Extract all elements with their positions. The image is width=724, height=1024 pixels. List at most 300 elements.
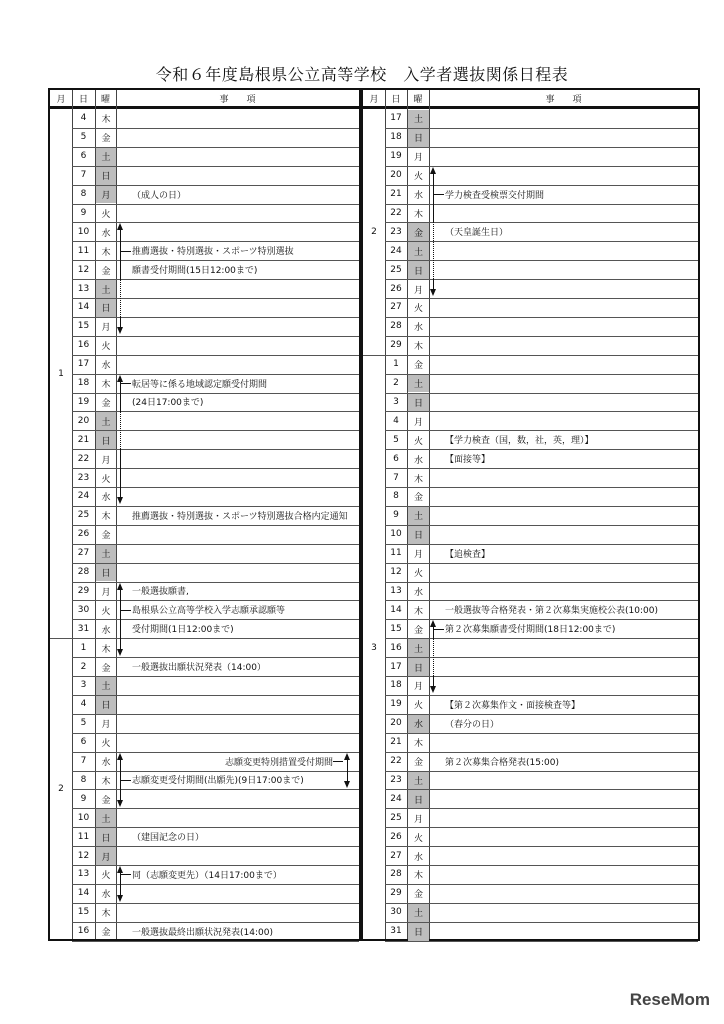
- day-cell: 23: [390, 774, 402, 785]
- weekday-cell: 日: [408, 129, 429, 147]
- weekday-cell: 木: [101, 909, 111, 920]
- weekday-cell: 火: [101, 474, 111, 485]
- table-row: [363, 468, 698, 487]
- table-row: [50, 619, 359, 638]
- event-text: （春分の日）: [445, 719, 500, 730]
- event-text-right: 志願変更特別措置受付期間: [224, 757, 333, 768]
- weekday-cell: 土: [408, 242, 429, 260]
- event-text: （成人の日）: [132, 190, 187, 201]
- table-row: [363, 487, 698, 506]
- weekday-cell: 土: [96, 677, 116, 695]
- table-row: [363, 279, 698, 298]
- weekday-cell: 土: [408, 639, 429, 657]
- weekday-cell: 木: [101, 380, 111, 391]
- event-text: 第２次募集合格発表(15:00): [445, 757, 559, 768]
- month-header: 月: [56, 94, 66, 105]
- event-text: （天皇誕生日）: [445, 228, 509, 239]
- day-cell: 8: [393, 491, 399, 502]
- weekday-cell: 金: [408, 223, 429, 241]
- weekday-cell: 木: [413, 474, 423, 485]
- weekday-cell: 土: [96, 280, 116, 298]
- arrow-down-icon: [430, 686, 436, 693]
- period-arrow-dotted: [433, 638, 434, 676]
- weekday-cell: 火: [101, 209, 111, 220]
- table-row: [363, 374, 698, 393]
- table-row: [50, 771, 359, 790]
- event-text: 推薦選抜・特別選抜・スポーツ特別選抜合格内定通知: [132, 511, 348, 522]
- day-cell: 10: [77, 226, 90, 237]
- day-cell: 28: [390, 869, 402, 880]
- table-row: [363, 128, 698, 147]
- day-cell: 9: [80, 793, 87, 804]
- table-row: [50, 789, 359, 808]
- table-header: [50, 90, 359, 109]
- table-row: [50, 506, 359, 525]
- connector-line: [121, 780, 131, 781]
- weekday-cell: 水: [413, 323, 423, 334]
- event-text: 第２次募集願書受付期間(18日12:00まで): [445, 625, 616, 636]
- day-cell: 7: [80, 756, 87, 767]
- weekday-cell: 日: [408, 658, 429, 676]
- weekday-cell: 水: [408, 715, 429, 733]
- connector-line: [121, 610, 131, 611]
- weekday-cell: 土: [96, 412, 116, 430]
- table-row: [363, 582, 698, 601]
- day-cell: 5: [80, 718, 87, 729]
- connector-line: [333, 761, 343, 762]
- weekday-cell: 火: [413, 304, 423, 315]
- event-text: 【第２次募集作文・面接検査等】: [445, 700, 581, 711]
- table-row: [50, 600, 359, 619]
- weekday-cell: 木: [413, 606, 423, 617]
- table-row: [50, 903, 359, 922]
- weekday-cell: 金: [413, 758, 423, 769]
- day-cell: 17: [390, 661, 402, 672]
- table-row: [363, 260, 698, 279]
- arrow-down-icon: [344, 781, 350, 788]
- table-row: [363, 355, 698, 374]
- day-cell: 27: [390, 302, 402, 313]
- day-cell: 7: [393, 472, 399, 483]
- weekday-cell: 金: [101, 134, 111, 145]
- connector-line: [434, 194, 444, 195]
- weekday-cell: 木: [413, 871, 423, 882]
- event-text: 一般選抜等合格発表・第２次募集実施校公表(10:00): [445, 606, 658, 617]
- day-cell: 15: [390, 623, 402, 634]
- row-divider: [385, 941, 698, 942]
- day-cell: 2: [80, 661, 87, 672]
- arrow-up-icon: [117, 223, 123, 230]
- day-cell: 17: [77, 359, 90, 370]
- day-cell: 25: [77, 510, 90, 521]
- weekday-cell: 金: [413, 361, 423, 372]
- day-cell: 8: [80, 189, 87, 200]
- table-row: [50, 827, 359, 846]
- event-text: 一般選抜最終出願状況発表(14:00): [132, 927, 273, 938]
- day-cell: 17: [390, 113, 402, 124]
- weekday-cell: 火: [413, 172, 423, 183]
- weekday-cell: 木: [101, 776, 111, 787]
- weekday-cell: 水: [413, 852, 423, 863]
- arrow-up-icon: [430, 167, 436, 174]
- arrow-down-icon: [117, 497, 123, 504]
- day-cell: 28: [390, 321, 402, 332]
- day-cell: 20: [390, 170, 402, 181]
- day-cell: 5: [80, 132, 87, 143]
- weekday-cell: 月: [413, 153, 423, 164]
- event-text: （建国記念の日）: [132, 833, 205, 844]
- table-row: [50, 714, 359, 733]
- day-cell: 24: [77, 491, 90, 502]
- table-row: [50, 430, 359, 449]
- day-cell: 22: [77, 453, 90, 464]
- day-cell: 22: [390, 756, 402, 767]
- day-cell: 12: [77, 850, 90, 861]
- table-row: [50, 166, 359, 185]
- weekday-cell: 日: [408, 923, 429, 941]
- event-header: 事 項: [545, 94, 582, 105]
- day-cell: 2: [393, 378, 399, 389]
- weekday-cell: 金: [101, 531, 111, 542]
- weekday-cell: 木: [101, 115, 111, 126]
- schedule-table-left: [48, 88, 361, 941]
- weekday-cell: 火: [101, 871, 111, 882]
- weekday-cell: 日: [408, 526, 429, 544]
- table-row: [363, 619, 698, 638]
- weekday-cell: 木: [101, 512, 111, 523]
- table-row: [363, 865, 698, 884]
- event-text: (24日17:00まで): [132, 398, 204, 409]
- day-cell: 27: [77, 548, 90, 559]
- day-cell: 31: [77, 623, 90, 634]
- table-row: [363, 185, 698, 204]
- weekday-cell: 金: [101, 398, 111, 409]
- table-row: [50, 922, 359, 941]
- table-row: [363, 789, 698, 808]
- table-row: [50, 260, 359, 279]
- weekday-cell: 木: [413, 209, 423, 220]
- table-row: [363, 222, 698, 241]
- weekday-cell: 日: [96, 828, 116, 846]
- day-cell: 14: [77, 888, 90, 899]
- connector-line: [434, 629, 444, 630]
- day-cell: 16: [390, 642, 402, 653]
- table-row: [363, 411, 698, 430]
- table-row: [363, 657, 698, 676]
- event-header: 事 項: [219, 94, 256, 105]
- day-cell: 30: [77, 604, 90, 615]
- table-row: [50, 884, 359, 903]
- weekday-cell: 金: [101, 663, 111, 674]
- table-header: [363, 90, 698, 109]
- day-cell: 1: [80, 642, 87, 653]
- weekday-cell: 金: [413, 890, 423, 901]
- weekday-cell: 日: [96, 299, 116, 317]
- weekday-cell: 火: [101, 606, 111, 617]
- table-row: [50, 582, 359, 601]
- event-text: 転居等に係る地域認定願受付期間: [132, 379, 268, 390]
- table-row: [363, 430, 698, 449]
- day-cell: 25: [390, 264, 402, 275]
- table-row: [363, 922, 698, 941]
- table-row: [363, 695, 698, 714]
- day-cell: 26: [77, 529, 90, 540]
- table-row: [50, 695, 359, 714]
- day-cell: 9: [80, 207, 87, 218]
- arrow-down-icon: [117, 649, 123, 656]
- table-row: [363, 544, 698, 563]
- weekday-cell: 金: [413, 625, 423, 636]
- day-cell: 21: [77, 434, 90, 445]
- month-cell: 2: [58, 784, 64, 795]
- weekday-cell: 月: [96, 847, 116, 865]
- day-cell: 8: [80, 774, 87, 785]
- arrow-up-icon: [344, 753, 350, 760]
- table-row: [363, 317, 698, 336]
- day-cell: 29: [390, 888, 402, 899]
- table-row: [50, 676, 359, 695]
- table-row: [363, 393, 698, 412]
- table-row: [363, 600, 698, 619]
- table-row: [50, 185, 359, 204]
- weekday-cell: 日: [408, 790, 429, 808]
- period-arrow-line: [433, 169, 434, 223]
- weekday-cell: 水: [101, 493, 111, 504]
- table-row: [50, 846, 359, 865]
- table-row: [50, 733, 359, 752]
- day-cell: 11: [390, 548, 402, 559]
- weekday-cell: 金: [101, 266, 111, 277]
- table-row: [50, 865, 359, 884]
- day-cell: 1: [393, 359, 399, 370]
- table-row: [50, 393, 359, 412]
- period-arrow-line: [120, 585, 121, 655]
- day-cell: 13: [77, 283, 90, 294]
- schedule-table-right: [361, 88, 700, 941]
- weekday-cell: 木: [413, 342, 423, 353]
- arrow-down-icon: [430, 289, 436, 296]
- period-arrow-line: [120, 225, 121, 279]
- event-text: 島根県公立高等学校入学志願承認願等: [132, 606, 286, 617]
- day-cell: 19: [390, 151, 402, 162]
- arrow-down-icon: [117, 895, 123, 902]
- weekday-cell: 金: [101, 795, 111, 806]
- day-cell: 26: [390, 283, 402, 294]
- arrow-up-icon: [117, 753, 123, 760]
- weekday-cell: 土: [96, 545, 116, 563]
- weekday-cell: 火: [413, 833, 423, 844]
- table-row: [363, 903, 698, 922]
- weekday-cell: 日: [408, 261, 429, 279]
- table-row: [363, 676, 698, 695]
- weekday-cell: 土: [408, 375, 429, 393]
- day-cell: 29: [390, 340, 402, 351]
- table-row: [50, 525, 359, 544]
- table-row: [50, 657, 359, 676]
- table-row: [50, 241, 359, 260]
- table-row: [363, 846, 698, 865]
- arrow-up-icon: [117, 866, 123, 873]
- weekday-cell: 日: [408, 394, 429, 412]
- weekday-cell: 金: [413, 493, 423, 504]
- table-row: [50, 638, 359, 657]
- day-cell: 9: [393, 510, 399, 521]
- table-row: [363, 336, 698, 355]
- table-row: [50, 544, 359, 563]
- weekday-cell: 火: [413, 569, 423, 580]
- day-cell: 10: [77, 812, 90, 823]
- day-cell: 12: [77, 264, 90, 275]
- period-arrow-dotted: [120, 279, 121, 317]
- table-row: [50, 147, 359, 166]
- day-cell: 6: [80, 737, 87, 748]
- weekday-cell: 月: [413, 285, 423, 296]
- arrow-up-icon: [117, 583, 123, 590]
- table-row: [363, 109, 698, 128]
- weekday-cell: 土: [408, 772, 429, 790]
- day-cell: 27: [390, 850, 402, 861]
- table-row: [50, 374, 359, 393]
- weekday-cell: 水: [413, 191, 423, 202]
- weekday-cell: 土: [96, 148, 116, 166]
- arrow-down-icon: [117, 327, 123, 334]
- weekday-cell: 水: [101, 758, 111, 769]
- weekday-cell: 火: [413, 701, 423, 712]
- period-arrow-dotted: [120, 411, 121, 449]
- weekday-cell: 水: [413, 587, 423, 598]
- weekday-cell: 木: [413, 739, 423, 750]
- table-row: [363, 884, 698, 903]
- day-cell: 28: [77, 567, 90, 578]
- weekday-cell: 月: [413, 550, 423, 561]
- weekday-cell: 日: [96, 564, 116, 582]
- table-row: [50, 317, 359, 336]
- month-header: 月: [369, 94, 379, 105]
- event-text: 【追検査】: [445, 549, 491, 560]
- weekday-cell: 月: [101, 455, 111, 466]
- page-title: 令和６年度島根県公立高等学校 入学者選抜関係日程表: [155, 65, 569, 84]
- weekday-cell: 木: [101, 247, 111, 258]
- weekday-cell: 水: [101, 361, 111, 372]
- table-row: [50, 222, 359, 241]
- day-cell: 11: [77, 245, 90, 256]
- row-divider: [72, 941, 359, 942]
- day-cell: 18: [77, 378, 90, 389]
- resemom-logo: ReseMom: [629, 990, 710, 1009]
- table-row: [363, 733, 698, 752]
- weekday-cell: 土: [408, 507, 429, 525]
- day-cell: 4: [80, 699, 87, 710]
- day-cell: 4: [393, 415, 399, 426]
- table-row: [363, 298, 698, 317]
- weekday-cell: 月: [413, 417, 423, 428]
- day-cell: 18: [390, 132, 402, 143]
- day-cell: 13: [77, 869, 90, 880]
- event-text: 【面接等】: [445, 455, 491, 466]
- event-text: 受付期間(1日12:00まで): [132, 625, 234, 636]
- month-cell: 1: [58, 368, 64, 379]
- weekday-cell: 月: [101, 720, 111, 731]
- table-row: [50, 411, 359, 430]
- month-cell: 3: [371, 642, 377, 653]
- table-row: [50, 128, 359, 147]
- table-row: [363, 506, 698, 525]
- arrow-up-icon: [430, 620, 436, 627]
- table-row: [363, 808, 698, 827]
- table-row: [50, 487, 359, 506]
- day-cell: 30: [390, 907, 402, 918]
- event-text: 学力検査受検票交付期間: [445, 190, 545, 201]
- day-cell: 19: [390, 699, 402, 710]
- weekday-cell: 水: [101, 890, 111, 901]
- table-row: [50, 298, 359, 317]
- table-row: [363, 827, 698, 846]
- day-cell: 15: [77, 907, 90, 918]
- period-arrow-line: [120, 449, 121, 502]
- day-cell: 14: [390, 604, 402, 615]
- event-text: 同（志願変更先）（14日17:00まで）: [132, 870, 282, 881]
- event-text: 志願変更受付期間(出願先)(9日17:00まで): [132, 776, 304, 787]
- day-cell: 13: [390, 585, 402, 596]
- day-cell: 3: [80, 680, 87, 691]
- table-row: [50, 204, 359, 223]
- table-row: [363, 166, 698, 185]
- weekday-cell: 日: [96, 696, 116, 714]
- day-cell: 29: [77, 585, 90, 596]
- weekday-header: 曜: [413, 94, 423, 105]
- day-cell: 22: [390, 207, 402, 218]
- table-row: [363, 638, 698, 657]
- day-cell: 10: [390, 529, 402, 540]
- weekday-cell: 月: [101, 587, 111, 598]
- arrow-up-icon: [117, 375, 123, 382]
- month-cell: 2: [371, 226, 377, 237]
- event-text: 願書受付期間(15日12:00まで): [132, 266, 258, 277]
- day-cell: 6: [393, 453, 399, 464]
- arrow-down-icon: [117, 800, 123, 807]
- day-cell: 24: [390, 245, 402, 256]
- table-row: [363, 449, 698, 468]
- weekday-cell: 水: [101, 625, 111, 636]
- table-row: [363, 714, 698, 733]
- table-row: [363, 752, 698, 771]
- day-cell: 21: [390, 737, 402, 748]
- period-arrow-line: [120, 377, 121, 412]
- day-cell: 16: [77, 926, 90, 937]
- day-cell: 20: [390, 718, 402, 729]
- day-cell: 24: [390, 793, 402, 804]
- day-cell: 31: [390, 926, 402, 937]
- period-arrow-dotted: [433, 222, 434, 279]
- day-cell: 7: [80, 170, 87, 181]
- table-row: [50, 563, 359, 582]
- day-cell: 4: [80, 113, 87, 124]
- table-row: [50, 468, 359, 487]
- day-cell: 12: [390, 567, 402, 578]
- table-row: [363, 241, 698, 260]
- weekday-cell: 土: [96, 809, 116, 827]
- day-cell: 6: [80, 151, 87, 162]
- weekday-cell: 火: [101, 342, 111, 353]
- day-cell: 15: [77, 321, 90, 332]
- table-row: [363, 147, 698, 166]
- day-cell: 20: [77, 415, 90, 426]
- day-header: 日: [78, 94, 88, 105]
- table-row: [50, 109, 359, 128]
- day-cell: 23: [77, 472, 90, 483]
- weekday-cell: 水: [101, 228, 111, 239]
- table-row: [363, 525, 698, 544]
